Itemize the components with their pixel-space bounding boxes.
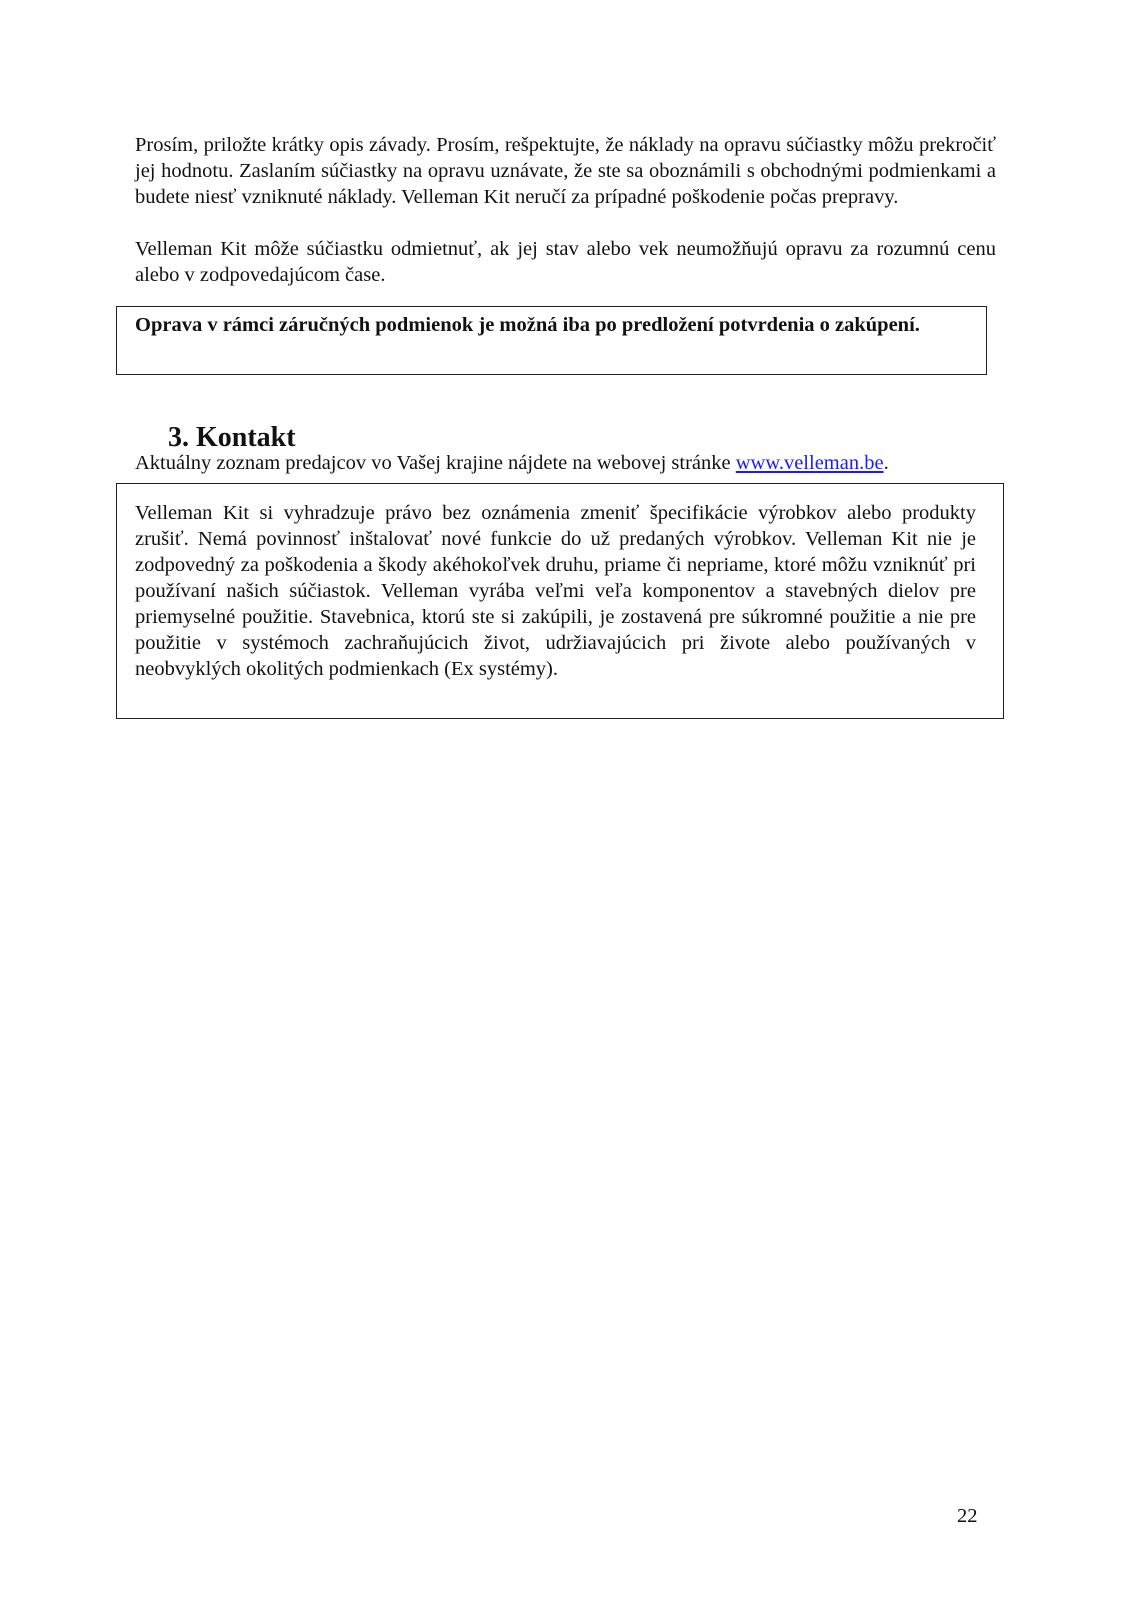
contact-text-end: .	[883, 452, 889, 474]
section-heading-contact: 3. Kontakt	[168, 422, 296, 453]
disclaimer-text: Velleman Kit si vyhradzuje právo bez oznámenia zmeniť špecifikácie výrobkov alebo produkty zrušiť. Nemá povinnosť inštalovať nové funkcie do už predaných výrobkov. Velleman Kit nie je zodpovedný za poškodenia a škody akéhokoľvek druhu, priame či nepriame, ktoré môžu vzniknúť pri používaní našich súčiastok. Velleman vyrába veľmi veľa komponentov a stavebných dielov pre priemyselné použitie. Stavebnica, ktorú ste si zakúpili, je zostavená pre súkromné použitie a nie pre použitie v systémoch zachraňujúcich život, udržiavajúcich pri živote alebo používaných v neobvyklých okolitých podmienkach (Ex systémy).	[135, 502, 976, 680]
warranty-notice-text: Oprava v rámci záručných podmienok je možná iba po predložení potvrdenia o zakúpení.	[135, 314, 920, 336]
contact-text: Aktuálny zoznam predajcov vo Vašej krajine nájdete na webovej stránke	[135, 452, 736, 474]
disclaimer-box	[116, 483, 1004, 719]
warranty-notice-box	[116, 306, 987, 375]
contact-paragraph	[135, 450, 996, 476]
repair-paragraph: Prosím, priložte krátky opis závady. Prosím, rešpektujte, že náklady na opravu súčiastky môžu prekročiť jej hodnotu. Zaslaním súčiastky na opravu uznávate, že ste sa oboznámili s obchodnými podmienkami a budete niesť vzniknuté náklady. Velleman Kit neručí za prípadné poškodenie počas prepravy.	[135, 134, 996, 208]
page-number: 22	[957, 1505, 978, 1527]
velleman-website-link[interactable]: www.velleman.be	[735, 452, 884, 474]
refusal-paragraph: Velleman Kit môže súčiastku odmietnuť, ak jej stav alebo vek neumožňujú opravu za rozumnú cenu alebo v zodpovedajúcom čase.	[135, 238, 996, 286]
